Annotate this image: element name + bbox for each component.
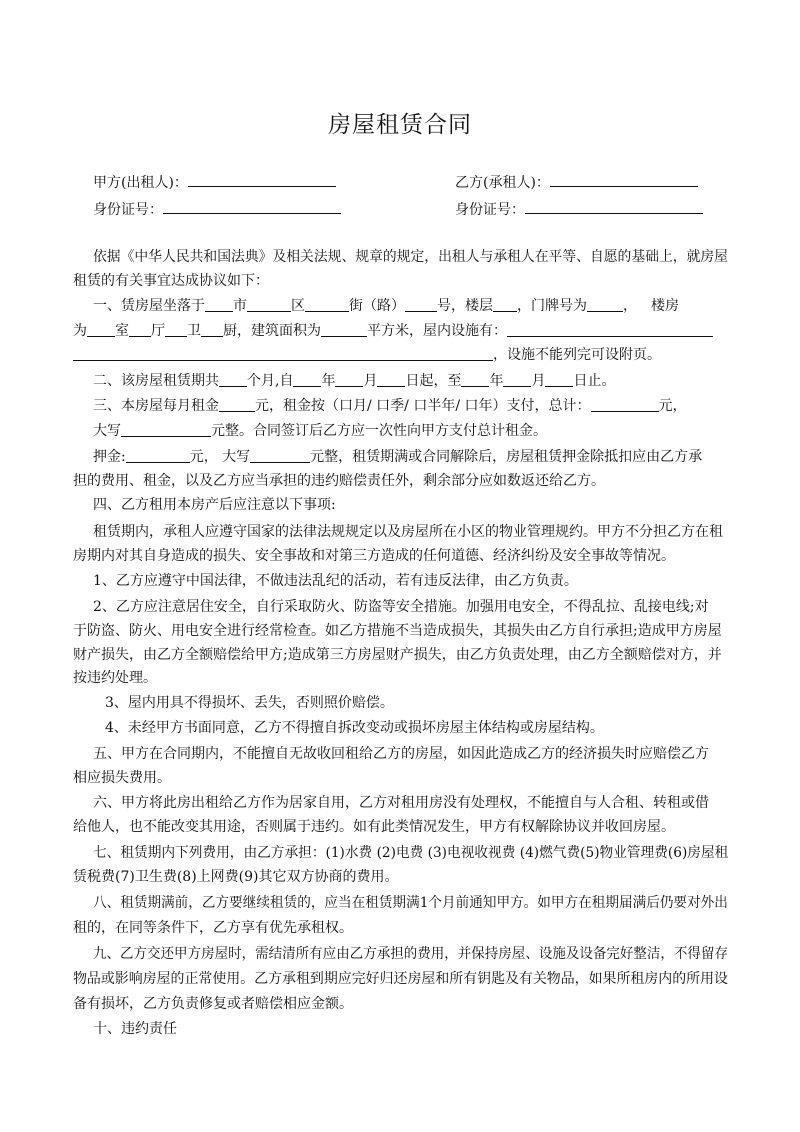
start-day-blank[interactable] [377, 372, 405, 387]
bath-blank[interactable] [165, 322, 187, 337]
clause-line [93, 793, 709, 813]
text: 三、本房屋每月租金 [93, 398, 219, 414]
clause-line-rent [93, 396, 687, 416]
text: 日止。 [573, 373, 616, 389]
area-blank[interactable] [321, 322, 367, 337]
total-blank[interactable] [591, 397, 659, 412]
text: 押金: [93, 449, 126, 465]
clause-line [73, 994, 353, 1014]
text: 七、租赁期内下列费用，由乙方承担：(1)水费 (2)电费 (3)电视收视费 (4)燃气费(5)物业管理费(6)房屋租 [93, 845, 729, 861]
kitchen-blank[interactable] [201, 322, 223, 337]
party-b-blank[interactable] [550, 174, 698, 187]
clause-line [73, 817, 675, 837]
floor-blank[interactable] [493, 297, 517, 312]
text: 月 [531, 373, 546, 389]
clause-line [93, 843, 728, 863]
text: 为 [73, 323, 87, 339]
party-a-id-label: 身份证号： [93, 202, 163, 218]
clause-line [73, 471, 605, 491]
clause-line [73, 867, 399, 887]
months-blank[interactable] [219, 372, 247, 387]
clause-line [73, 546, 675, 566]
text: 平方米，屋内设施有： [367, 323, 507, 339]
start-year-blank[interactable] [293, 372, 321, 387]
text: 2、乙方应注意居住安全，自行采取防火、防盗等安全措施。加强用电安全，不得乱拉、乱接电线;对 [93, 599, 709, 615]
clause-line [73, 918, 353, 938]
clause-line-layout [73, 321, 713, 341]
city-blank[interactable] [205, 297, 233, 312]
party-b-id-row [455, 199, 703, 219]
deposit-words-blank[interactable] [250, 448, 310, 463]
text: 九、乙方交还甲方房屋时，需结清所有应由乙方承担的费用，并保持房屋、设施及设备完好整洁，不得留存 [93, 946, 728, 962]
text: 室 [115, 323, 129, 339]
street-blank[interactable] [305, 297, 349, 312]
clause-line [93, 597, 709, 617]
text: 号，楼层 [437, 298, 493, 314]
number-blank[interactable] [405, 297, 437, 312]
clause-line [73, 969, 728, 989]
text: 五、甲方在合同期内，不能擅自无故收回租给乙方的房屋，如因此造成乙方的经济损失时应赔偿乙方 [93, 746, 709, 762]
text: 房期内对其自身造成的损失、安全事故和对第三方造成的任何道德、经济纠纷及安全事故等情况。 [73, 548, 675, 564]
text: 市 [233, 298, 247, 314]
party-a-blank[interactable] [188, 174, 336, 187]
clause-line [105, 693, 394, 713]
text: 年 [321, 373, 336, 389]
text: 租赁的有关事宜达成协议如下： [73, 273, 269, 289]
clause-line [93, 495, 336, 515]
clause-line [73, 668, 157, 688]
text: 年 [489, 373, 504, 389]
clause-line [73, 645, 722, 665]
clause-line-amount [93, 421, 547, 441]
text: 大写 [93, 423, 121, 439]
text: 给他人，也不能改变其用途，否则属于违约。如有此类情况发生，甲方有权解除协议并收回房屋。 [73, 819, 675, 835]
clause-line [73, 768, 171, 788]
door-number-blank[interactable] [587, 297, 623, 312]
text: 于防盗、防火、用电安全进行经常检查。如乙方措施不当造成损失，其损失由乙方自行承担;造成甲方房屋 [73, 623, 722, 639]
end-month-blank[interactable] [503, 372, 531, 387]
clause-line [105, 718, 604, 738]
clause-line [73, 271, 269, 291]
text: 厅 [151, 323, 165, 339]
text: 元整，租赁期满或合同解除后，房屋租赁押金除抵扣应由乙方承 [310, 449, 703, 465]
text: 4、未经甲方书面同意，乙方不得擅自拆改变动或损坏房屋主体结构或房屋结构。 [105, 720, 604, 736]
text: 卫 [187, 323, 201, 339]
text: 1、乙方应遵守中国法律，不做违法乱纪的活动，若有违反法律，由乙方负责。 [93, 573, 578, 589]
party-b-row [455, 172, 698, 192]
text: 依据《中华人民共和国法典》及相关法规、规章的规定，出租人与承租人在平等、自愿的基础上，就房屋 [93, 249, 728, 265]
clause-line [93, 571, 578, 591]
party-a-id-row [93, 199, 341, 219]
text: 八、租赁期满前，乙方要继续租赁的，应当在租赁期满1个月前通知甲方。如甲方在租期届满后仍要对外出 [93, 895, 728, 911]
text: 备有损坏，乙方负责修复或者赔偿相应金额。 [73, 996, 353, 1012]
clause-line [93, 247, 728, 267]
text: 厨，建筑面积为 [223, 323, 321, 339]
end-day-blank[interactable] [545, 372, 573, 387]
text: 赁税费(7)卫生费(8)上网费(9)其它双方协商的费用。 [73, 869, 399, 885]
amount-in-words-blank[interactable] [121, 422, 211, 437]
text: 担的费用、租金，以及乙方应当承担的违约赔偿责任外，剩余部分应如数返还给乙方。 [73, 473, 605, 489]
facilities-blank-2[interactable] [73, 346, 493, 361]
text: 二、该房屋租赁期共 [93, 373, 219, 389]
text: 月 [363, 373, 378, 389]
party-a-label: 甲方(出租人)： [93, 175, 188, 191]
text: 街（路） [349, 298, 405, 314]
text: 按违约处理。 [73, 670, 157, 686]
text: 租赁期内，承租人应遵守国家的法律法规规定以及房屋所在小区的物业管理规约。甲方不分担乙方在租 [93, 524, 723, 540]
text: 十、违约责任 [93, 1021, 177, 1037]
text: ，门牌号为 [517, 298, 587, 314]
monthly-rent-blank[interactable] [219, 397, 255, 412]
text: 租的，在同等条件下，乙方享有优先承租权。 [73, 920, 353, 936]
clause-line [93, 944, 728, 964]
party-b-id-blank[interactable] [525, 201, 703, 214]
party-b-label: 乙方(承租人)： [455, 175, 550, 191]
hall-blank[interactable] [129, 322, 151, 337]
text: 物品或影响房屋的正常使用。乙方承租到期应完好归还房屋和所有钥匙及有关物品，如果所租房内的所用设 [73, 971, 728, 987]
clause-line [93, 893, 728, 913]
clause-line-location [93, 296, 679, 316]
text: 元， 大写 [189, 449, 251, 465]
end-year-blank[interactable] [461, 372, 489, 387]
text: 个月,自 [247, 373, 294, 389]
party-a-id-blank[interactable] [163, 201, 341, 214]
room-blank[interactable] [87, 322, 115, 337]
facilities-blank[interactable] [507, 322, 713, 337]
party-a-row [93, 172, 336, 192]
clause-line-deposit [93, 447, 702, 467]
clause-line [73, 621, 722, 641]
text: 六、甲方将此房出租给乙方作为居家自用，乙方对租用房没有处理权，不能擅自与人合租、转租或借 [93, 795, 709, 811]
text: 日起，至 [405, 373, 462, 389]
clause-line-term [93, 371, 615, 391]
clause-line-facilities [73, 345, 661, 365]
clause-line [93, 522, 723, 542]
text: 元， [658, 398, 687, 414]
text: 一、赁房屋坐落于 [93, 298, 205, 314]
text: 相应损失费用。 [73, 770, 171, 786]
text: 财产损失，由乙方全额赔偿给甲方;造成第三方房屋财产损失，由乙方负责处理，由乙方全额赔偿对方，并 [73, 647, 722, 663]
text: 四、乙方租用本房产后应注意以下事项: [93, 497, 336, 513]
page-title: 房屋租赁合同 [328, 112, 472, 138]
text: 楼房 [651, 298, 679, 314]
section-heading [93, 1019, 177, 1039]
text: 元整。合同签订后乙方应一次性向甲方支付总计租金。 [211, 423, 547, 439]
start-month-blank[interactable] [335, 372, 363, 387]
district-blank[interactable] [247, 297, 291, 312]
text: 区 [291, 298, 305, 314]
party-b-id-label: 身份证号： [455, 202, 525, 218]
text: ，设施不能列完可设附页。 [493, 347, 661, 363]
text: 元，租金按（口月/ 口季/ 口半年/ 口年）支付，总计： [255, 398, 591, 414]
text: ， [623, 298, 637, 314]
clause-line [93, 744, 709, 764]
text: 3、屋内用具不得损坏、丢失，否则照价赔偿。 [105, 695, 394, 711]
deposit-blank[interactable] [126, 448, 190, 463]
